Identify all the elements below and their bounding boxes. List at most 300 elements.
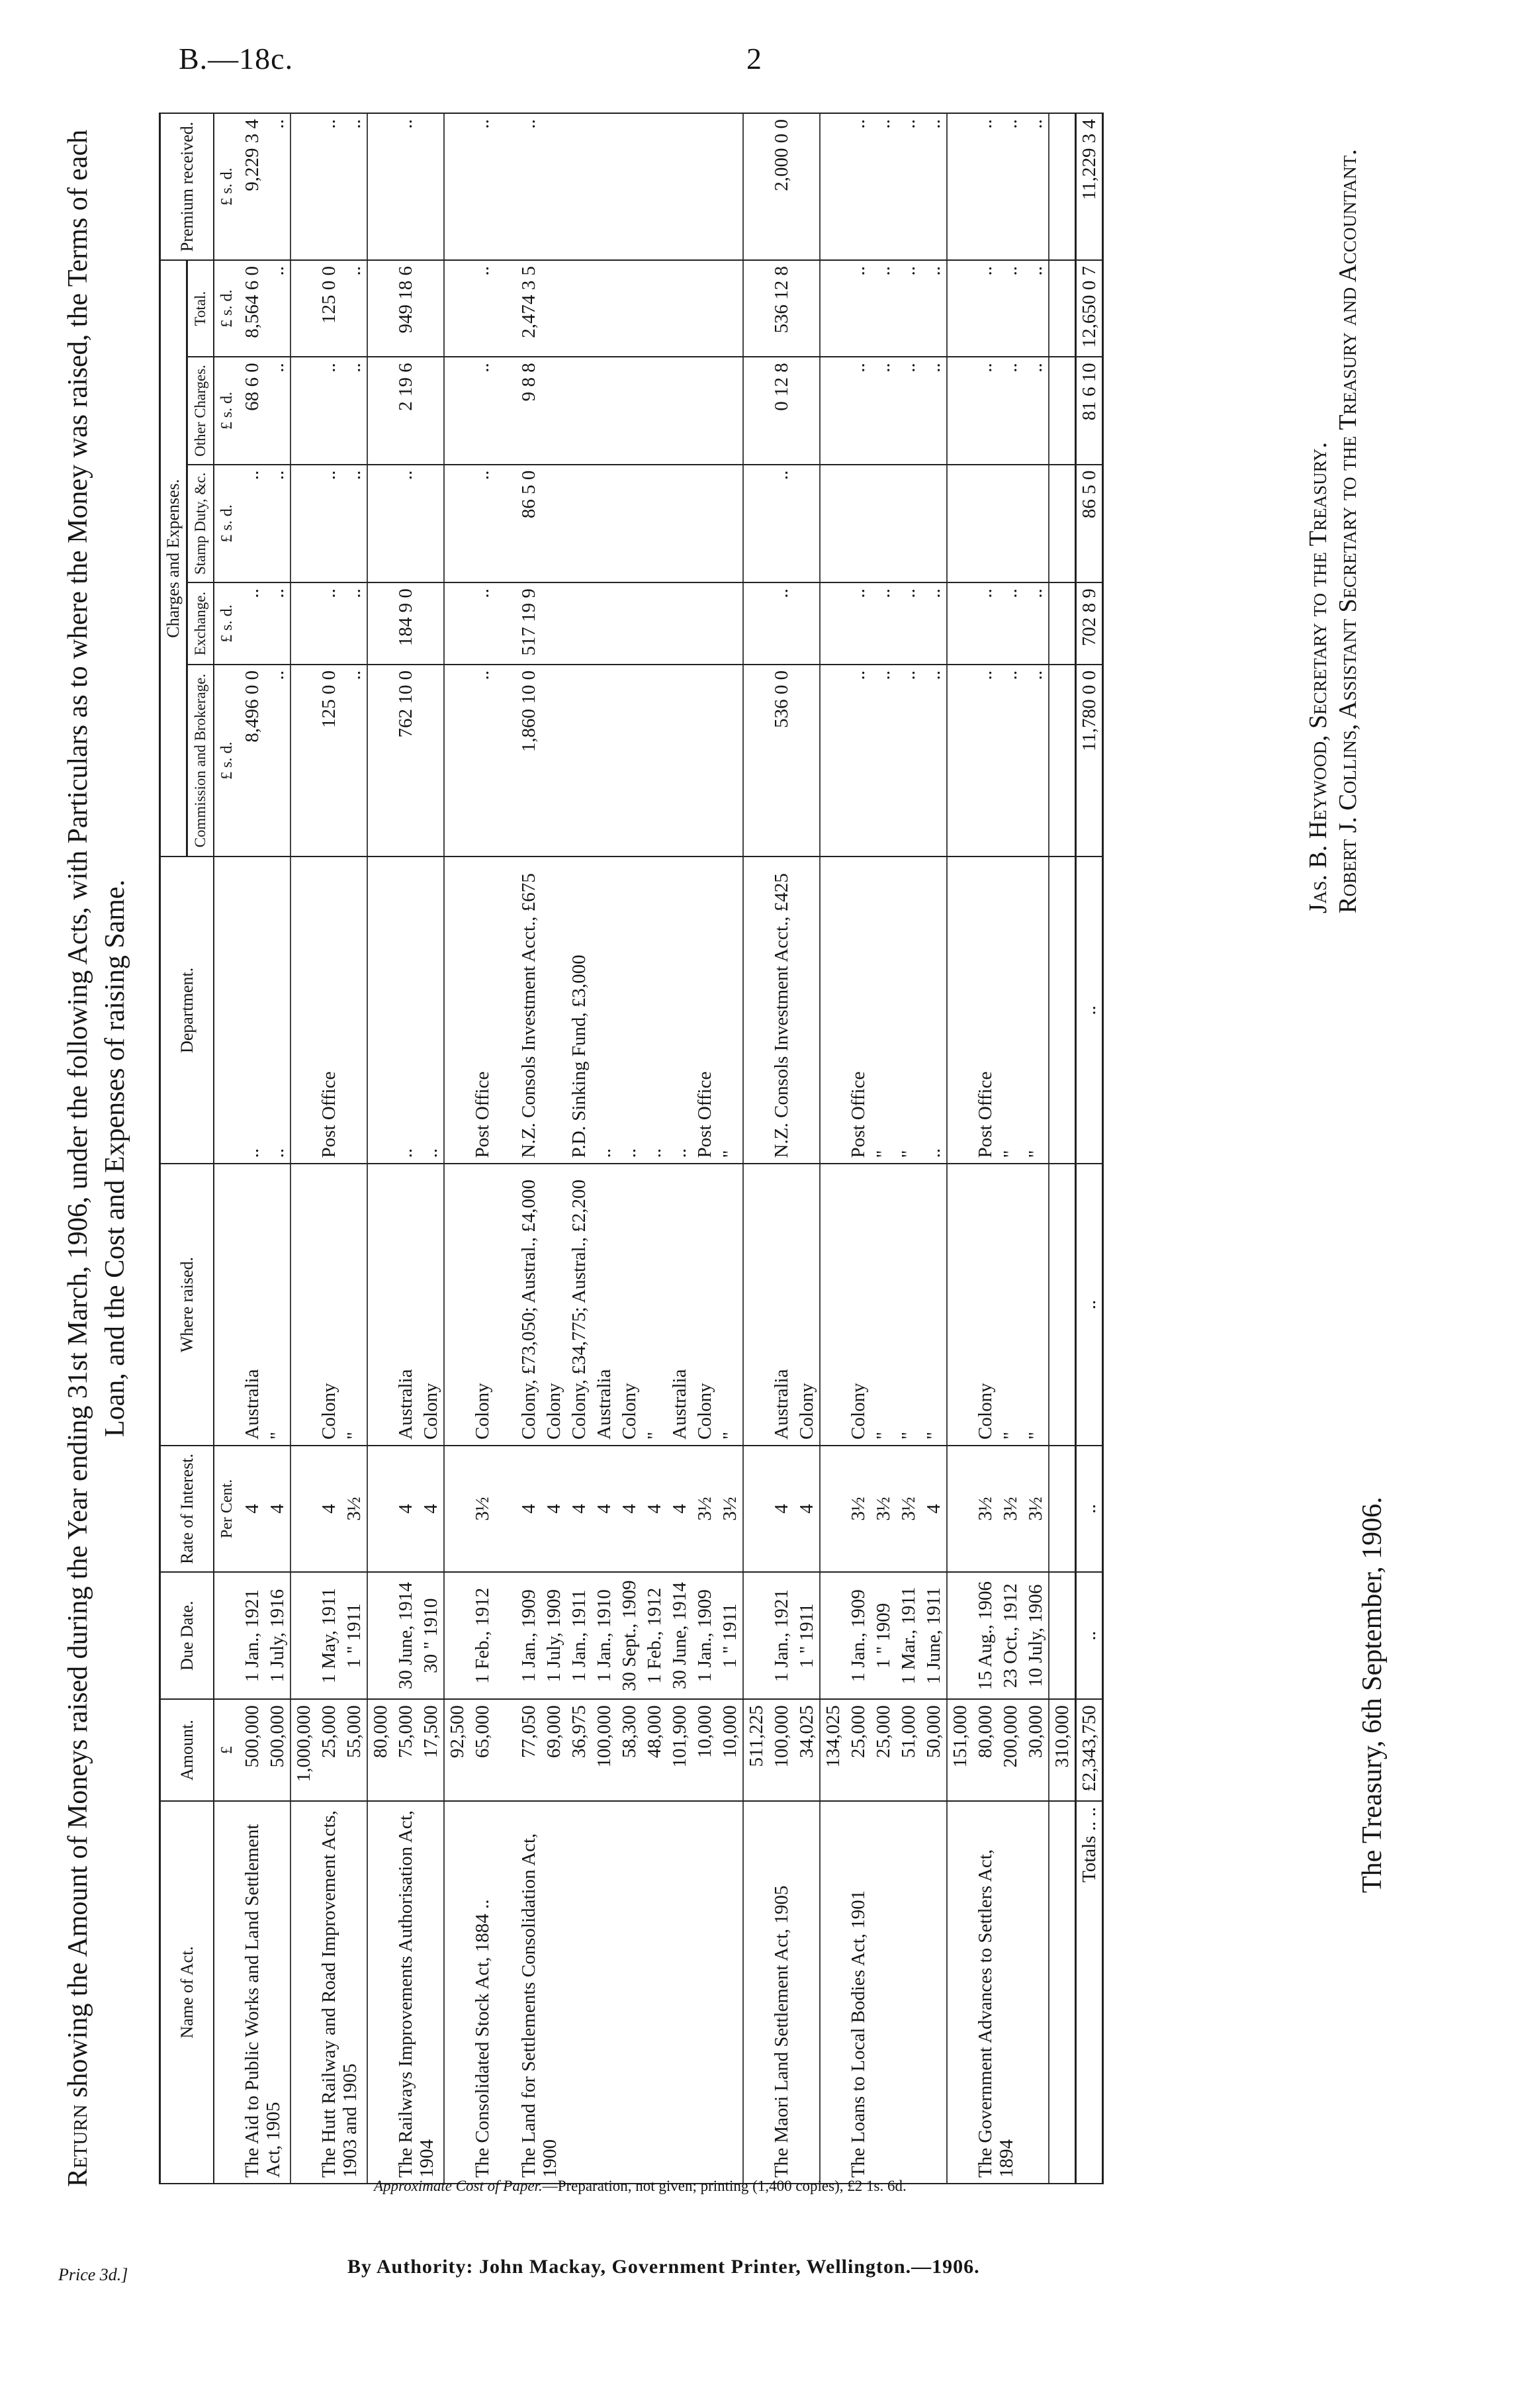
cell-exchange: ..	[846, 582, 871, 665]
subtotal-blank	[444, 665, 470, 857]
cell-amount: 101,900	[667, 1699, 692, 1801]
cell-exchange	[617, 582, 642, 665]
cell-due: 30 " 1910	[418, 1572, 444, 1699]
subtotal-amount: 92,500	[444, 1699, 470, 1801]
cell-exchange: ..	[871, 582, 896, 665]
signature-assistant: Robert J. Collins, Assistant Secretary to the Treasury and Accountant.	[1334, 149, 1362, 913]
cell-other: ..	[998, 357, 1023, 464]
cell-commission: ..	[341, 665, 367, 857]
cell-amount: 65,000	[470, 1699, 495, 1801]
cell-stamp: ..	[341, 465, 367, 583]
cell-total: ..	[871, 260, 896, 357]
cell-total: 949 18 6	[393, 260, 418, 357]
cell-premium	[592, 113, 617, 260]
cell-rate: 4	[794, 1446, 820, 1572]
subtotal-blank	[820, 465, 846, 583]
cell-other: ..	[470, 357, 495, 464]
unit-per-cent: Per Cent.	[214, 1446, 240, 1572]
cell-total: ..	[998, 260, 1023, 357]
cell-total	[592, 260, 617, 357]
subtotal-blank	[444, 1164, 470, 1445]
subtotal-amount: 1,000,000	[290, 1699, 316, 1801]
totals-label: Totals .. ..	[1076, 1801, 1103, 2184]
subtotal-blank	[820, 260, 846, 357]
unit-lsd-commission: £ s. d.	[214, 665, 240, 857]
cell-where: "	[871, 1164, 896, 1445]
subtotal-blank	[367, 465, 393, 583]
cell-due: 1 Feb., 1912	[470, 1572, 495, 1699]
authority-line: By Authority: John Mackay, Government Printer, Wellington.—1906.	[347, 2256, 980, 2278]
act-name: The Hutt Railway and Road Improvement Acts, 1903 and 1905	[316, 1801, 367, 2184]
cell-premium: ..	[265, 113, 290, 260]
cell-total	[617, 260, 642, 357]
totals-premium: 11,229 3 4	[1076, 113, 1103, 260]
unit-lsd-stamp: £ s. d.	[214, 465, 240, 583]
cell-other: ..	[846, 357, 871, 464]
cell-rate: 4	[541, 1446, 566, 1572]
cell-premium	[667, 113, 692, 260]
table-row	[470, 113, 495, 2184]
cell-where: "	[921, 1164, 947, 1445]
cell-exchange: ..	[1023, 582, 1049, 665]
cell-due: 1 May, 1911	[316, 1572, 341, 1699]
subtotal-blank	[1049, 113, 1076, 260]
subtotal-blank	[1049, 1572, 1076, 1699]
cell-where: Colony	[846, 1164, 871, 1445]
cell-stamp	[794, 465, 820, 583]
cell-where: Colony	[617, 1164, 642, 1445]
subtotal-blank	[444, 1801, 470, 2184]
cell-exchange: ..	[896, 582, 921, 665]
cell-rate: 3½	[1023, 1446, 1049, 1572]
cell-where: Australia	[240, 1164, 265, 1445]
cell-commission	[541, 665, 566, 857]
cell-where: Colony, £73,050; Austral., £4,000	[516, 1164, 541, 1445]
cell-amount: 100,000	[592, 1699, 617, 1801]
subtotal-blank	[947, 857, 973, 1164]
cell-where: Colony	[418, 1164, 444, 1445]
cell-premium: ..	[341, 113, 367, 260]
cell-other: 0 12 8	[769, 357, 794, 464]
cell-commission: ..	[846, 665, 871, 857]
unit-lsd-premium: £ s. d.	[214, 113, 240, 260]
cost-text: —Preparation, not given; printing (1,400 copies), £2 1s. 6d.	[542, 2178, 907, 2194]
cell-total: ..	[1023, 260, 1049, 357]
totals-stamp: 86 5 0	[1076, 465, 1103, 583]
spacer-cell	[495, 1801, 516, 2184]
cell-due: 1 Jan., 1910	[592, 1572, 617, 1699]
cell-due: 23 Oct., 1912	[998, 1572, 1023, 1699]
units-blank	[214, 1572, 240, 1699]
unit-lsd-other: £ s. d.	[214, 357, 240, 464]
cell-due: 1 Jan., 1909	[846, 1572, 871, 1699]
cell-exchange	[692, 582, 717, 665]
cell-stamp	[871, 465, 896, 583]
unit-pound: £	[214, 1699, 240, 1801]
cell-rate: 3½	[896, 1446, 921, 1572]
subtotal-blank	[1049, 1164, 1076, 1445]
cell-rate: 4	[667, 1446, 692, 1572]
cell-stamp	[1023, 465, 1049, 583]
cell-exchange	[592, 582, 617, 665]
subtotal-blank	[820, 582, 846, 665]
cell-due: 1 " 1911	[717, 1572, 743, 1699]
cell-rate: 3½	[470, 1446, 495, 1572]
subtotal-blank	[743, 1446, 769, 1572]
cell-stamp	[692, 465, 717, 583]
cell-dept: ..	[265, 857, 290, 1164]
col-act: Name of Act.	[160, 1801, 214, 2184]
cell-exchange: ..	[316, 582, 341, 665]
cell-other: ..	[316, 357, 341, 464]
cell-dept: "	[717, 857, 743, 1164]
cell-dept: P.D. Sinking Fund, £3,000	[566, 857, 592, 1164]
cell-amount: 100,000	[769, 1699, 794, 1801]
cell-commission: ..	[896, 665, 921, 857]
units-blank	[214, 857, 240, 1164]
subtotal-blank	[290, 1446, 316, 1572]
cell-rate: 3½	[871, 1446, 896, 1572]
cell-amount: 10,000	[692, 1699, 717, 1801]
cell-exchange	[541, 582, 566, 665]
cell-where: Colony	[973, 1164, 998, 1445]
cell-other: ..	[896, 357, 921, 464]
cell-exchange: ..	[240, 582, 265, 665]
spacer-cell	[495, 582, 516, 665]
cell-total	[717, 260, 743, 357]
subtotal-blank	[1049, 1801, 1076, 2184]
col-exchange: Exchange.	[187, 582, 214, 665]
cell-where: Australia	[769, 1164, 794, 1445]
cell-premium: ..	[871, 113, 896, 260]
document-reference: B.—18c.	[179, 42, 294, 75]
cell-rate: 4	[921, 1446, 947, 1572]
subtotal-blank	[1049, 665, 1076, 857]
cell-rate: 4	[240, 1446, 265, 1572]
col-stamp: Stamp Duty, &c.	[187, 465, 214, 583]
cell-exchange	[717, 582, 743, 665]
cell-rate: 4	[265, 1446, 290, 1572]
subtotal-blank	[290, 582, 316, 665]
cell-dept: Post Office	[316, 857, 341, 1164]
cell-due: 10 July, 1906	[1023, 1572, 1049, 1699]
unit-lsd-exchange: £ s. d.	[214, 582, 240, 665]
subtotal-blank	[444, 357, 470, 464]
cell-other	[667, 357, 692, 464]
cell-exchange: ..	[470, 582, 495, 665]
subtotal-blank	[444, 857, 470, 1164]
cell-dept: ..	[642, 857, 667, 1164]
cell-other	[692, 357, 717, 464]
subtotal-amount: 80,000	[367, 1699, 393, 1801]
cell-where: Colony	[316, 1164, 341, 1445]
cell-rate: 4	[316, 1446, 341, 1572]
cell-due: 1 Jan., 1909	[516, 1572, 541, 1699]
spacer-row	[495, 113, 516, 2184]
cell-where: Colony, £34,775; Austral., £2,200	[566, 1164, 592, 1445]
spacer-cell	[495, 1164, 516, 1445]
subtotal-blank	[367, 665, 393, 857]
cell-stamp	[541, 465, 566, 583]
cell-commission	[566, 665, 592, 857]
subtotal-blank	[743, 582, 769, 665]
cell-total	[642, 260, 667, 357]
cell-exchange: ..	[769, 582, 794, 665]
spacer-cell	[495, 857, 516, 1164]
cell-dept: ..	[592, 857, 617, 1164]
cell-commission	[592, 665, 617, 857]
cell-due: 30 Sept., 1909	[617, 1572, 642, 1699]
subtotal-row	[367, 113, 393, 2184]
act-name: The Land for Settlements Consolidation Act, 1900	[516, 1801, 743, 2184]
subtotal-blank	[367, 357, 393, 464]
cell-stamp	[642, 465, 667, 583]
cell-stamp	[998, 465, 1023, 583]
cell-rate: 3½	[717, 1446, 743, 1572]
cell-where: "	[998, 1164, 1023, 1445]
cell-stamp: ..	[240, 465, 265, 583]
cell-where: Australia	[393, 1164, 418, 1445]
cell-rate: 4	[617, 1446, 642, 1572]
cell-premium: 2,000 0 0	[769, 113, 794, 260]
cell-commission: ..	[470, 665, 495, 857]
subtotal-blank	[743, 357, 769, 464]
subtotal-blank	[947, 1446, 973, 1572]
table-row	[516, 113, 541, 2184]
cell-stamp	[896, 465, 921, 583]
totals-due: ..	[1076, 1572, 1103, 1699]
subtotal-blank	[820, 1801, 846, 2184]
subtotal-blank	[367, 1446, 393, 1572]
cell-premium: ..	[516, 113, 541, 260]
subtotal-row	[290, 113, 316, 2184]
act-name: The Maori Land Settlement Act, 1905	[769, 1801, 820, 2184]
subtotal-blank	[367, 1801, 393, 2184]
cell-premium	[717, 113, 743, 260]
cell-total: ..	[973, 260, 998, 357]
cell-where: Colony	[794, 1164, 820, 1445]
col-rate: Rate of Interest.	[160, 1446, 214, 1572]
cell-amount: 25,000	[316, 1699, 341, 1801]
approximate-cost	[374, 2178, 907, 2195]
subtotal-blank	[820, 665, 846, 857]
cell-dept: ..	[240, 857, 265, 1164]
cell-stamp	[717, 465, 743, 583]
cell-dept: N.Z. Consols Investment Acct., £425	[769, 857, 794, 1164]
cell-dept	[794, 857, 820, 1164]
subtotal-blank	[1049, 582, 1076, 665]
cell-commission: ..	[921, 665, 947, 857]
subtotal-blank	[367, 582, 393, 665]
cell-other: ..	[921, 357, 947, 464]
cell-amount: 25,000	[871, 1699, 896, 1801]
return-table	[159, 113, 1104, 2184]
unit-lsd-total: £ s. d.	[214, 260, 240, 357]
cell-rate: 4	[418, 1446, 444, 1572]
subtotal-amount: 151,000	[947, 1699, 973, 1801]
cell-due: 1 " 1911	[794, 1572, 820, 1699]
act-name: The Government Advances to Settlers Act, 1894	[973, 1801, 1049, 2184]
cell-dept: "	[1023, 857, 1049, 1164]
subtotal-amount: 310,000	[1049, 1699, 1076, 1801]
cell-other: ..	[265, 357, 290, 464]
cell-total: 8,564 6 0	[240, 260, 265, 357]
subtotal-blank	[820, 113, 846, 260]
totals-row	[1076, 113, 1103, 2184]
cell-where: "	[717, 1164, 743, 1445]
cell-where: "	[265, 1164, 290, 1445]
price: Price 3d.]	[58, 2265, 128, 2284]
cell-total: 125 0 0	[316, 260, 341, 357]
subtotal-blank	[743, 665, 769, 857]
subtotal-blank	[947, 357, 973, 464]
cell-stamp	[667, 465, 692, 583]
cell-other: 9 8 8	[516, 357, 541, 464]
cell-exchange: ..	[265, 582, 290, 665]
subtotal-blank	[820, 857, 846, 1164]
spacer-cell	[495, 665, 516, 857]
subtotal-blank	[947, 665, 973, 857]
units-blank	[214, 1164, 240, 1445]
spacer-cell	[495, 465, 516, 583]
subtotal-blank	[1049, 857, 1076, 1164]
cell-total	[566, 260, 592, 357]
cell-commission	[717, 665, 743, 857]
cell-other: ..	[871, 357, 896, 464]
cell-dept: ..	[617, 857, 642, 1164]
act-name: The Consolidated Stock Act, 1884 ..	[470, 1801, 495, 2184]
col-dept: Department.	[160, 857, 214, 1164]
col-charges-group: Charges and Expenses.	[160, 260, 187, 857]
cell-due: 1 Jan., 1909	[692, 1572, 717, 1699]
cell-commission: 1,860 10 0	[516, 665, 541, 857]
cell-other: 68 6 0	[240, 357, 265, 464]
cell-stamp: ..	[470, 465, 495, 583]
subtotal-blank	[743, 465, 769, 583]
cell-amount: 30,000	[1023, 1699, 1049, 1801]
cell-stamp: ..	[769, 465, 794, 583]
subtotal-blank	[1049, 357, 1076, 464]
cell-other: 2 19 6	[393, 357, 418, 464]
spacer-cell	[495, 357, 516, 464]
cell-other	[566, 357, 592, 464]
cell-premium	[794, 113, 820, 260]
cell-commission: 8,496 0 0	[240, 665, 265, 857]
subtotal-blank	[444, 1446, 470, 1572]
cell-where: Australia	[667, 1164, 692, 1445]
cell-exchange: ..	[341, 582, 367, 665]
subtotal-blank	[743, 1572, 769, 1699]
spacer-cell	[495, 260, 516, 357]
cell-exchange	[566, 582, 592, 665]
subtotal-blank	[290, 857, 316, 1164]
cell-commission	[617, 665, 642, 857]
cell-due: 30 June, 1914	[393, 1572, 418, 1699]
cell-due: 1 Jan., 1921	[769, 1572, 794, 1699]
cell-amount: 80,000	[973, 1699, 998, 1801]
cell-premium: ..	[896, 113, 921, 260]
cell-other	[541, 357, 566, 464]
cell-amount: 500,000	[265, 1699, 290, 1801]
col-commission: Commission and Brokerage.	[187, 665, 214, 857]
cell-rate: 4	[642, 1446, 667, 1572]
totals-body	[1076, 113, 1103, 2184]
col-where: Where raised.	[160, 1164, 214, 1445]
subtotal-blank	[290, 465, 316, 583]
cell-dept: ..	[418, 857, 444, 1164]
cell-amount: 69,000	[541, 1699, 566, 1801]
subtotal-blank	[290, 357, 316, 464]
cell-premium: ..	[973, 113, 998, 260]
cell-dept: "	[998, 857, 1023, 1164]
cell-stamp	[592, 465, 617, 583]
col-premium: Premium received.	[160, 113, 214, 260]
cell-dept: ..	[667, 857, 692, 1164]
cell-commission: ..	[265, 665, 290, 857]
cell-other: ..	[973, 357, 998, 464]
cell-premium	[642, 113, 667, 260]
cell-total	[418, 260, 444, 357]
subtotal-blank	[947, 1164, 973, 1445]
rotated-return-block	[60, 106, 1416, 2211]
cell-exchange	[794, 582, 820, 665]
cell-due: 1 Feb., 1912	[642, 1572, 667, 1699]
cell-due: 1 Jan., 1921	[240, 1572, 265, 1699]
subtotal-blank	[367, 1572, 393, 1699]
totals-rate: ..	[1076, 1446, 1103, 1572]
table-row	[846, 113, 871, 2184]
cell-commission	[418, 665, 444, 857]
cell-commission	[794, 665, 820, 857]
cell-total: ..	[265, 260, 290, 357]
cell-where: Colony	[541, 1164, 566, 1445]
subtotal-row	[1049, 113, 1076, 2184]
cell-rate: 4	[516, 1446, 541, 1572]
cell-where: "	[341, 1164, 367, 1445]
cell-total: ..	[846, 260, 871, 357]
cell-where: "	[642, 1164, 667, 1445]
cell-total	[541, 260, 566, 357]
subtotal-amount: 134,025	[820, 1699, 846, 1801]
subtotal-blank	[1049, 1446, 1076, 1572]
spacer-cell	[495, 113, 516, 260]
subtotal-blank	[444, 465, 470, 583]
subtotal-blank	[290, 113, 316, 260]
cell-premium: ..	[316, 113, 341, 260]
cell-due: 1 Jan., 1911	[566, 1572, 592, 1699]
cell-due: 1 Mar., 1911	[896, 1572, 921, 1699]
cell-amount: 200,000	[998, 1699, 1023, 1801]
cell-exchange	[667, 582, 692, 665]
cell-premium: ..	[1023, 113, 1049, 260]
totals-commission: 11,780 0 0	[1076, 665, 1103, 857]
cell-stamp	[418, 465, 444, 583]
totals-total: 12,650 0 7	[1076, 260, 1103, 357]
subtotal-blank	[743, 1164, 769, 1445]
cell-premium: ..	[921, 113, 947, 260]
subtotal-blank	[1049, 465, 1076, 583]
totals-exchange: 702 8 9	[1076, 582, 1103, 665]
cell-premium	[541, 113, 566, 260]
cell-other	[617, 357, 642, 464]
subtotal-blank	[947, 1801, 973, 2184]
table-row	[240, 113, 265, 2184]
subtotal-blank	[444, 582, 470, 665]
cell-other	[642, 357, 667, 464]
subtotal-blank	[367, 857, 393, 1164]
subtotal-blank	[290, 1572, 316, 1699]
cell-total: ..	[921, 260, 947, 357]
